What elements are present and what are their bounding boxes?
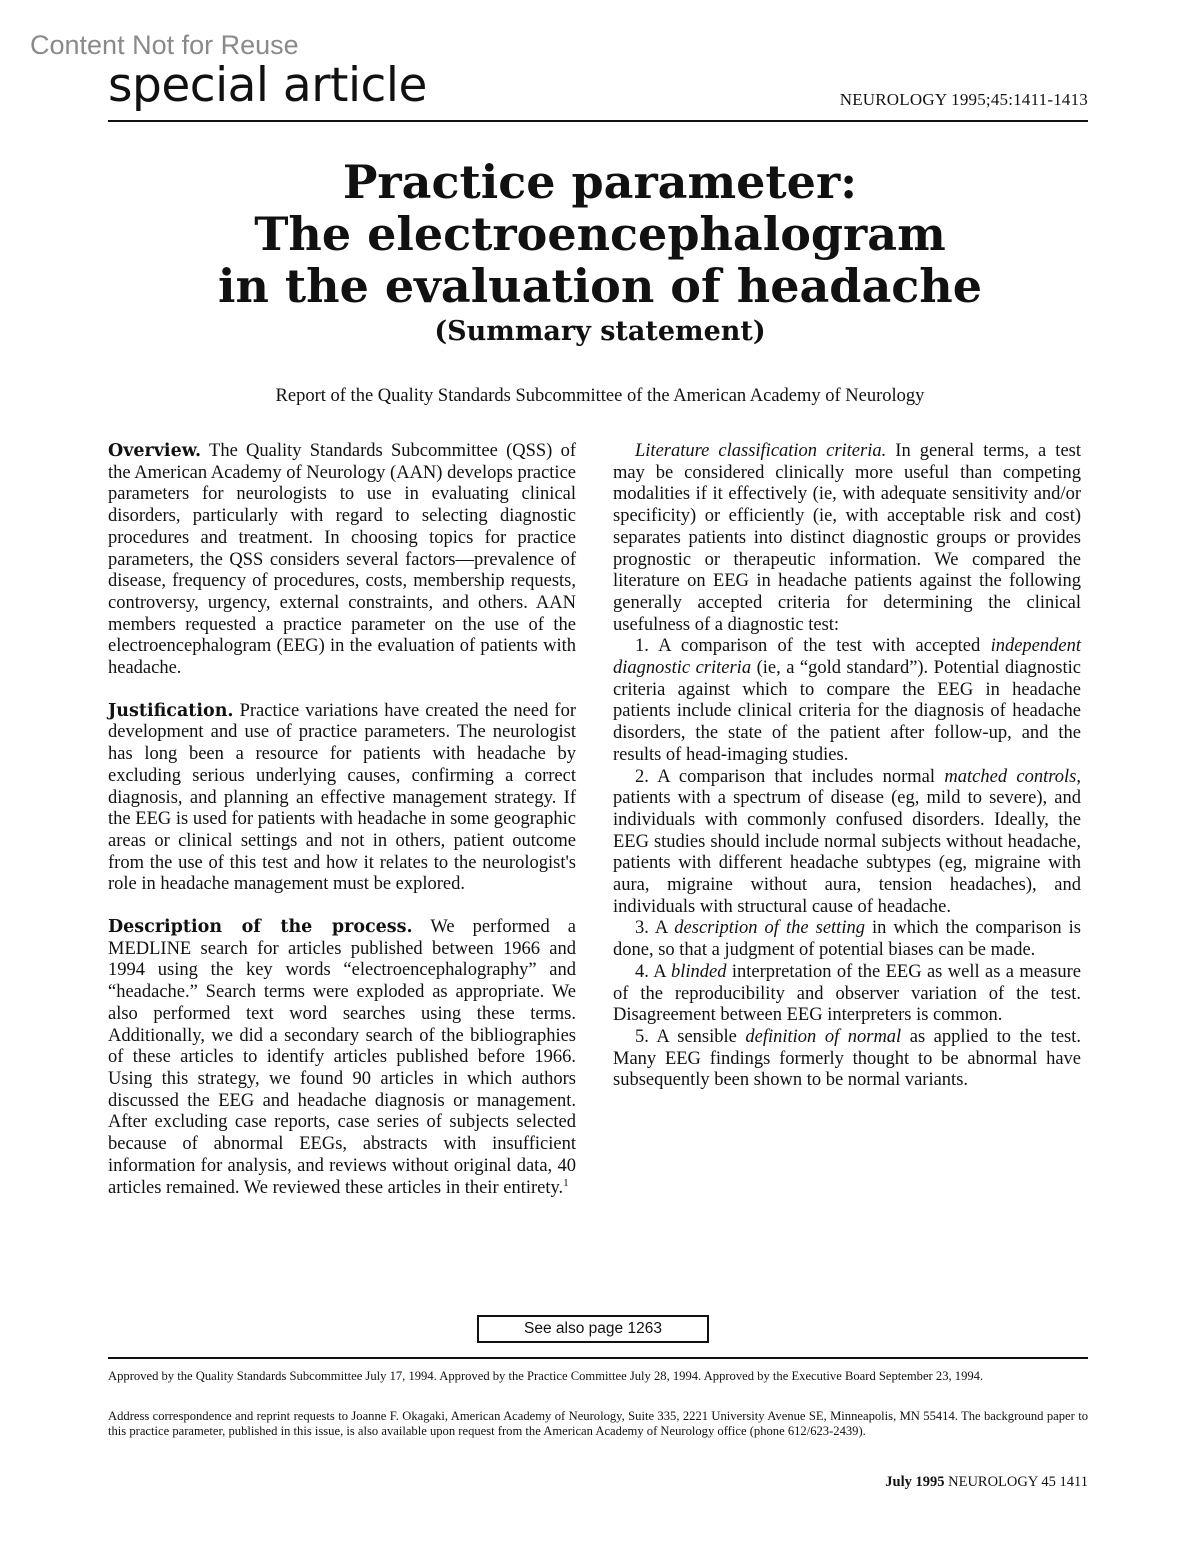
overview-heading: Overview. [108, 441, 202, 461]
criterion-item [613, 636, 1081, 766]
literature-text: In general terms, a test may be considered clinically more useful than competing modalities if it effectively (ie, with adequate sensitivity and/or specificity) or efficiently (ie, with acceptable risk and cost) separates patients into distinct diagnostic groups or provides prognostic or therapeutic information. We compared the literature on EEG in headache patients against the following generally accepted criteria for determining the clinical usefulness of a diagnostic test: [613, 441, 1081, 635]
approval-footnote: Approved by the Quality Standards Subcommittee July 17, 1994. Approved by the Practice Committee July 28, 1994. Approved by the Executive Board September 23, 1994. [108, 1369, 984, 1383]
criterion-emphasis: description of the setting [674, 918, 865, 939]
criterion-item [613, 767, 1081, 919]
right-column [613, 441, 1081, 1092]
article-subtitle: (Summary statement) [434, 316, 766, 347]
title-line-2: The electroencephalogram [254, 207, 946, 261]
page-footer [885, 1474, 1088, 1491]
article-title [0, 156, 1200, 312]
criterion-item [613, 962, 1081, 1027]
criterion-emphasis: definition of normal [745, 1026, 902, 1047]
left-column [108, 441, 576, 1199]
criterion-text: (ie, a “gold standard”). Potential diagnostic criteria against which to compare the EEG in headache patients include clinical criteria for the diagnosis of headache disorders, the state of the patient after follow-up, and the results of head-imaging studies. [613, 658, 1081, 765]
see-also-box: See also page 1263 [477, 1315, 709, 1343]
criterion-text: in which the comparison is done, so that a judgment of potential biases can be made. [613, 918, 1082, 961]
criterion-text: as applied to the test. Many EEG findings formerly thought to be abnormal have subsequently been shown to be normal variants. [613, 1026, 1082, 1091]
footnote-rule [108, 1357, 1088, 1359]
literature-paragraph [613, 441, 1081, 636]
overview-text: The Quality Standards Subcommittee (QSS) of the American Academy of Neurology (AAN) develops practice parameters for neurologists to use in evaluating clinical disorders, particularly with regard to selecting diagnostic procedures and treatment. In choosing topics for practice parameters, the QSS considers several factors—prevalence of disease, frequency of procedures, costs, membership requests, controversy, urgency, external constraints, and others. AAN members requested a practice parameter on the use of the electroencephalogram (EEG) in the evaluation of patients with headache. [108, 441, 576, 679]
criterion-text: 2. A comparison that includes normal [635, 766, 945, 787]
title-line-3: in the evaluation of headache [218, 259, 982, 313]
journal-citation: NEUROLOGY 1995;45:1411-1413 [839, 90, 1088, 109]
criterion-text: 1. A comparison of the test with accepted [635, 636, 991, 657]
header-rule [108, 120, 1088, 122]
justification-paragraph [108, 701, 576, 896]
criterion-item [613, 918, 1081, 961]
literature-heading: Literature classification criteria. [635, 441, 887, 461]
section-label: special article [108, 58, 427, 113]
process-paragraph [108, 917, 576, 1199]
reference-marker: 1 [563, 1176, 569, 1189]
title-line-1: Practice parameter: [342, 155, 858, 209]
criterion-text: 5. A sensible [635, 1026, 746, 1047]
watermark: Content Not for Reuse [30, 30, 299, 60]
justification-heading: Justification. [108, 700, 234, 721]
criterion-text: , patients with a spectrum of disease (eg, mild to severe), and individuals with commonly confused disorders. Ideally, the EEG studies should include normal subjects without headache, patients with different headache subtypes (eg, migraine with aura, migraine without aura, tension headaches), and individuals with structural cause of headache. [613, 766, 1081, 917]
process-heading: Description of the process. [108, 917, 413, 938]
justification-text: Practice variations have created the need for development and use of practice parameters. The neurologist has long been a resource for patients with headache by excluding serious underlying causes, confirming a correct diagnosis, and planning an effective management strategy. If the EEG is used for patients with headache in some geographic areas or clinical settings and not in others, patient outcome from the use of this test and how it relates to the neurologist's role in headache management must be explored. [108, 700, 576, 895]
criterion-text: 3. A [635, 918, 675, 939]
overview-paragraph [108, 441, 576, 680]
criterion-text: 4. A [635, 961, 671, 982]
criterion-emphasis: matched controls [944, 766, 1077, 787]
criterion-emphasis: blinded [670, 961, 727, 982]
criterion-emphasis: independent diagnostic criteria [613, 636, 1081, 679]
address-footnote: Address correspondence and reprint requests to Joanne F. Okagaki, American Academy of Neurology, Suite 335, 2221 University Avenue SE, Minneapolis, MN 55414. The background paper to this practice parameter, published in this issue, is also available upon request from the American Academy of Neurology office (phone 612/623-2439). [108, 1409, 1088, 1438]
criterion-item [613, 1027, 1081, 1092]
footer-journal: NEUROLOGY 45 1411 [948, 1474, 1088, 1490]
report-line: Report of the Quality Standards Subcommittee of the American Academy of Neurology [275, 386, 925, 406]
footer-date: July 1995 [885, 1474, 945, 1490]
process-text: We performed a MEDLINE search for articles published between 1966 and 1994 using the key words “electroencephalography” and “headache.” Search terms were exploded as appropriate. We also performed text word searches using these terms. Additionally, we did a secondary search of the bibliographies of these articles to identify articles published before 1966. Using this strategy, we found 90 articles in which authors discussed the EEG and headache diagnosis or management. After excluding case reports, case series of subjects selected because of abnormal EEGs, abstracts with insufficient information for analysis, and reviews without original data, 40 articles remained. We reviewed these articles in their entirety. [108, 917, 576, 1198]
criterion-text: interpretation of the EEG as well as a measure of the reproducibility and observer variation of the test. Disagreement between EEG interpreters is common. [613, 961, 1081, 1026]
